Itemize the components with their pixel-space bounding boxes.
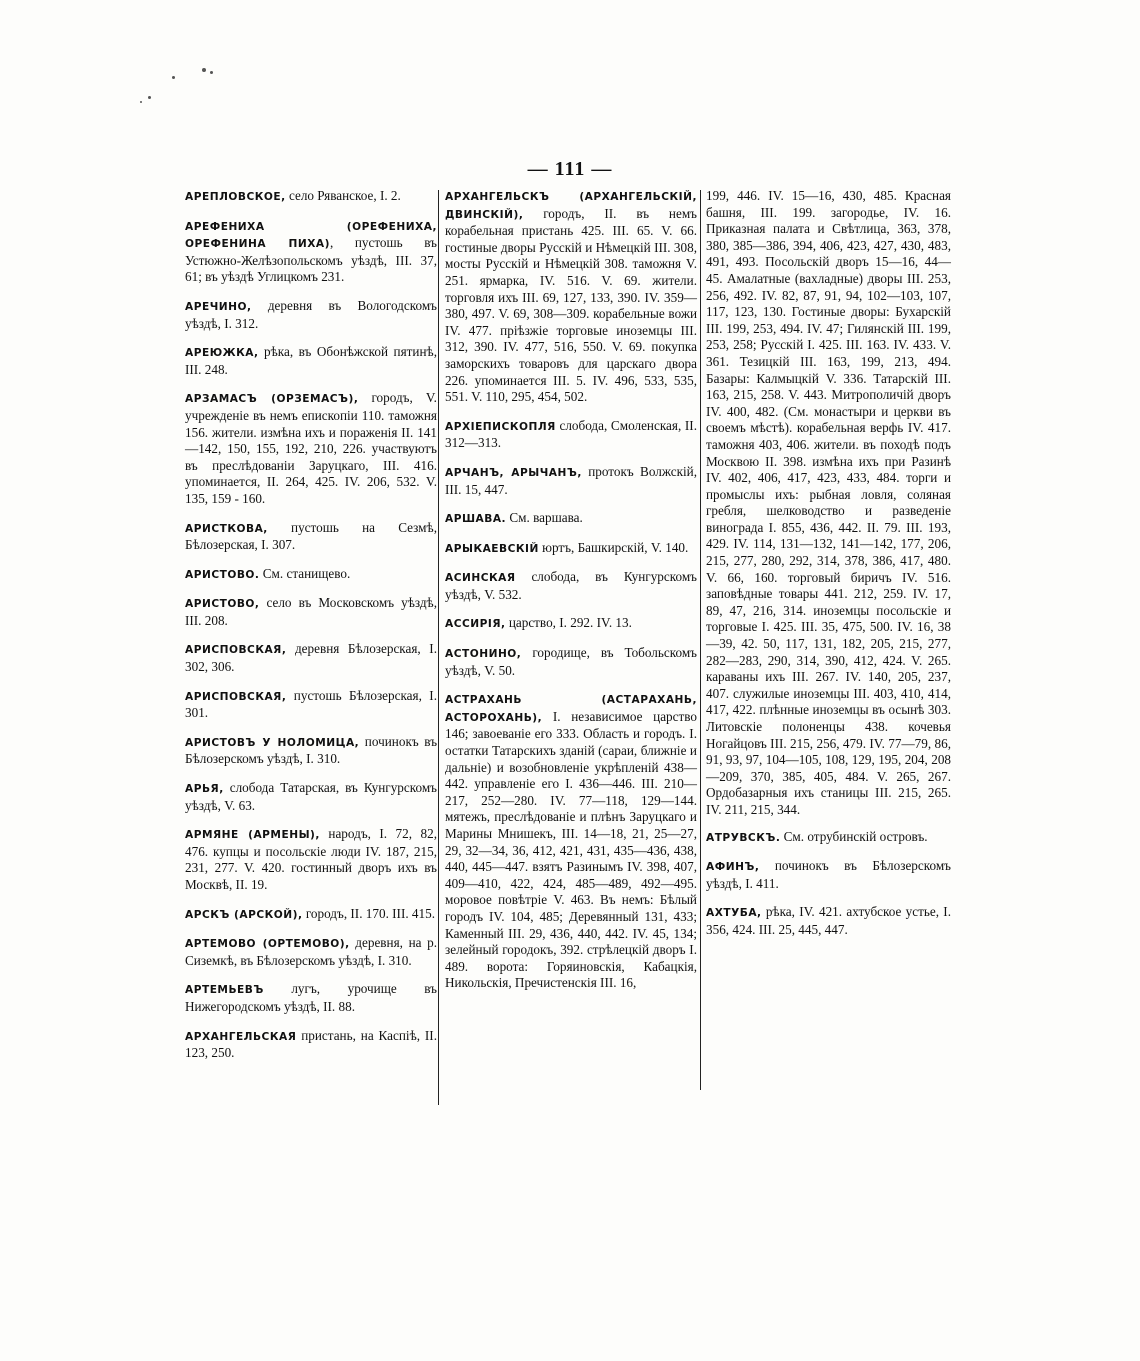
entry-text: пристань, на Каспіѣ, II. 123, 250.: [185, 1027, 437, 1061]
entry-text: лугъ, урочище въ Нижегородскомъ уѣздѣ, II. 88.: [185, 981, 437, 1014]
index-entry: [445, 418, 697, 452]
index-entry: [185, 595, 437, 629]
scan-speck: [210, 71, 213, 74]
index-entry: [185, 826, 437, 893]
entry-text: См. отрубинскій островъ.: [780, 828, 928, 844]
entry-headword: АССИРІЯ,: [445, 618, 506, 631]
scan-speck: [148, 96, 151, 99]
entry-text: , пустошь въ Устюжно-Желѣзопольскомъ уѣздѣ, III. 37, 61; въ уѣздѣ Углицкомъ 231.: [185, 235, 437, 285]
entry-headword: АРЬЯ,: [185, 783, 224, 796]
entry-text: городъ, II. 170. III. 415.: [302, 905, 436, 921]
entry-text: слобода, въ Кунгурскомъ уѣздѣ, V. 532.: [445, 569, 697, 602]
entry-headword: АСТОНИНО,: [445, 648, 522, 661]
index-entry: [706, 858, 951, 892]
entry-headword: АСИНСКАЯ: [445, 572, 516, 585]
index-entry: [706, 188, 951, 819]
index-entry: [185, 641, 437, 675]
entry-text: починокъ въ Бѣлозерскомъ уѣздѣ, I. 411.: [706, 858, 951, 891]
entry-text: См. станищево.: [259, 565, 351, 581]
index-column-1: [185, 188, 437, 1074]
index-entry: [706, 904, 951, 938]
index-entry: [185, 344, 437, 378]
index-entry: [445, 691, 697, 992]
index-entry: [445, 510, 697, 528]
index-column-3: [706, 188, 951, 951]
entry-headword: АРТЕМОВО (ОРТЕМОВО),: [185, 938, 350, 951]
index-entry: [185, 688, 437, 722]
entry-text: слобода, Смоленская, II. 312—313.: [445, 417, 697, 451]
index-entry: [445, 569, 697, 603]
entry-text: починокъ въ Бѣлозерскомъ уѣздѣ, I. 310.: [185, 733, 438, 767]
index-entry: [185, 218, 437, 286]
entry-text: деревня, на р. Сиземкѣ, въ Бѣлозерскомъ уѣздѣ, I. 310.: [185, 935, 438, 968]
column-divider: [438, 190, 439, 1105]
entry-headword: АРИСПОВСКАЯ,: [185, 644, 287, 657]
entry-headword: АСТРАХАНЬ (АСТАРАХАНЬ, АСТОРОХАНЬ),: [445, 694, 697, 724]
scan-speck: [172, 76, 175, 79]
scan-speck: [202, 68, 206, 72]
index-entry: [445, 464, 697, 498]
entry-text: городище, въ Тобольскомъ уѣздѣ, V. 50.: [445, 645, 697, 678]
entry-headword: АТРУВСКЪ.: [706, 831, 781, 844]
column-divider: [700, 190, 701, 1090]
index-entry: [445, 540, 697, 558]
entry-headword: АРИСТОВО.: [185, 568, 260, 581]
entry-text: народъ, I. 72, 82, 476. купцы и посольскіе люди IV. 187, 215, 231, 277. V. 420. гостинный дворъ ихъ въ Москвѣ, II. 19.: [185, 826, 437, 892]
entry-headword: АРЕЮЖКА,: [185, 347, 259, 360]
index-column-2: [445, 188, 697, 1004]
entry-headword: АРЕПЛОВСКОЕ,: [185, 191, 286, 203]
entry-text: деревня Бѣлозерская, I. 302, 306.: [185, 641, 437, 675]
entry-headword: АРЗАМАСЪ (ОРЗЕМАСЪ),: [185, 393, 359, 406]
entry-headword: АХТУБА,: [706, 907, 762, 920]
index-entry: [185, 734, 437, 768]
index-entry: [185, 1028, 437, 1062]
index-entry: [185, 935, 437, 969]
entry-text: деревня въ Вологодскомъ уѣздѣ, I. 312.: [185, 297, 437, 331]
entry-text: городъ, II. въ немъ корабельная пристань 425. III. 65. V. 66. гостиные дворы Русскій и Нѣмецкій III. 308, мосты Русскій и Нѣмецкій 308. таможня V. 251. ярмарка, IV. 516. V. 69. жители. торговля ихъ III. 69, 127, 133, 390. IV. 359—380, 497. V. 69, 308—309. корабельные вожи IV. 477. пріѣзжіе торговые иноземцы III. 312, 390. IV. 477, 516, 550. V. 69. покупка заморскихъ товаровъ для царскаго двора 226. упоминается III. 5. IV. 496, 533, 535, 551. V. 110, 295, 454, 502.: [445, 205, 697, 405]
entry-text: рѣка, IV. 421. ахтубское устье, I. 356, 424. III. 25, 445, 447.: [706, 904, 951, 937]
entry-headword: АРХІЕПИСКОПЛЯ: [445, 420, 556, 433]
entry-text: рѣка, въ Обонѣжской пятинѣ, III. 248.: [185, 344, 437, 377]
entry-text: протокъ Волжскій, III. 15, 447.: [445, 463, 697, 497]
index-entry: [185, 188, 437, 206]
index-entry: [445, 615, 697, 633]
entry-headword: АРЫКАЕВСКІЙ: [445, 542, 539, 555]
entry-text: юртъ, Башкирскій, V. 140.: [538, 539, 689, 555]
entry-headword: АРСКЪ (АРСКОЙ),: [185, 908, 303, 921]
index-entry: [185, 298, 437, 332]
index-entry: [185, 520, 437, 554]
entry-text: село Ряванское, I. 2.: [285, 188, 401, 203]
index-entry: [185, 390, 437, 507]
entry-headword: АРХАНГЕЛЬСКАЯ: [185, 1030, 297, 1043]
index-entry: [445, 645, 697, 679]
entry-headword: АРИСПОВСКАЯ,: [185, 690, 287, 703]
index-entry: [185, 906, 437, 924]
entry-headword: АРИСТКОВА,: [185, 522, 268, 535]
entry-text: 199, 446. IV. 15—16, 430, 485. Красная башня, III. 199. загородье, IV. 16. Приказная палата и Свѣтлица, 363, 378, 380, 385—386, 394, 406, 423, 427, 430, 483, 491, 493. Посольскій дворъ 15—16, 44—45. Амалатные (вахладные) дворы III. 253, 256, 492. IV. 82, 87, 91, 94, 102—103, 107, 117, 123, 130. Гостиные дворы: Бухарскій III. 199, 253, 494. IV. 47; Гилянскій III. 199, 253, 258; Русскій I. 425. III. 163. IV. 433. V. 361. Тезицкій III. 163, 199, 213, 494. Базары: Калмыцкій V. 336. Татарскій III. 163, 215, 258. V. 443. Митрополичій дворъ IV. 400, 482. (См. монастыри и церкви въ своемъ мѣстѣ). корабельная верфь IV. 417. таможня 403, 406. жители. въ походѣ подъ Москвою II. 398. измѣна ихъ при Разинѣ IV. 402, 406, 417, 423, 433, 484. торги и промыслы ихъ: рыбная ловля, соляная гребля, шелководство и разведеніе винограда I. 855, 436, 442. II. 79. III. 193, 429. IV. 114, 131—132, 141—142, 177, 206, 215, 277, 280, 292, 314, 378, 386, 417, 480. V. 66, 160. торговый биричъ IV. 516. заповѣдные товары 441. 212, 259. IV. 17, 89, 47, 216, 314. иноземцы посольскіе и торговые I. 425. III. 35, 475, 500. IV. 16, 38—39, 42. 50, 117, 131, 182, 205, 215, 277, 282—283, 290, 314, 390, 412, 424. V. 265. караваны ихъ III. 267. IV. 140, 205, 237, 407. служилые иноземцы III. 403, 410, 414, 417, 422. плѣнные иноземцы въ осынѣ 303. Литовскіе полоненцы 438. кочевья Ногайцовъ III. 215, 256, 479. IV. 77—79, 86, 91, 93, 97, 104—105, 108, 129, 195, 204, 208—209, 370, 385, 405, 484. V. 265, 267. Ордобазарныя ихъ станицы III. 215, 265. IV. 211, 215, 344.: [706, 188, 951, 817]
entry-headword: АРИСТОВО,: [185, 598, 260, 611]
entry-text: пустошь Бѣлозерская, I. 301.: [185, 687, 437, 721]
entry-headword: АРШАВА.: [445, 513, 507, 526]
scan-speck: [140, 101, 142, 103]
entry-headword: АРМЯНЕ (АРМЕНЫ),: [185, 829, 320, 842]
index-entry: [445, 188, 697, 406]
page-number: — 111 —: [527, 158, 613, 180]
entry-headword: АРХАНГЕЛЬСКЪ (АРХАНГЕЛЬСКІЙ, ДВИНСКІЙ),: [445, 191, 697, 221]
index-entry: [185, 981, 437, 1015]
entry-headword: АРЕЧИНО,: [185, 300, 252, 313]
entry-headword: АРЕФЕНИХА (ОРЕФЕНИХА, ОРЕФЕНИНА ПИХА): [185, 220, 437, 251]
entry-text: I. независимое царство 146; завоеваніе его 333. Область и городъ. I. остатки Татарскихъ зданій (сараи, ближніе и дальніе) и возобновленіе укрѣпленій 438—442. управленіе его I. 436—446. III. 210—217, 252—280. IV. 77—118, 129—144. мятежъ, преслѣдованіе и плѣнъ Заруцкаго и Марины Мнишекъ, III. 14—18, 21, 25—27, 29, 32—34, 36, 412, 421, 431, 435—436, 438, 440, 445—447. взятъ Разинымъ IV. 398, 407, 409—410, 422, 424, 485—489, 492—495. моровое повѣтріе V. 463. Въ немъ: Бѣлый городъ IV. 104, 485; Деревянный 131, 433; Каменный III. 29, 436, 440, 442. IV. 45, 134; зелейный городокъ, 392. стрѣлецкій дворъ I. 489. ворота: Горяиновскія, Кабацкія, Никольскія, Пречистенскія III. 16,: [445, 708, 697, 991]
entry-headword: АРТЕМЬЕВЪ: [185, 984, 264, 997]
index-entry: [706, 829, 951, 847]
entry-text: слобода Татарская, въ Кунгурскомъ уѣздѣ, V. 63.: [185, 780, 437, 813]
entry-text: См. варшава.: [506, 510, 583, 526]
entry-headword: АРЧАНЪ, АРЫЧАНЪ,: [445, 466, 582, 479]
entry-text: село въ Московскомъ уѣздѣ, III. 208.: [185, 595, 437, 628]
index-entry: [185, 780, 437, 814]
entry-text: городъ, V. учрежденіе въ немъ епископіи 110. таможня 156. жители. измѣна ихъ и пораженія II. 141—142, 150, 155, 192, 210, 226. участвуютъ въ преслѣдованіи Заруцкаго, III. 416. упоминается, II. 264, 425. IV. 206, 532. V. 135, 159 - 160.: [185, 390, 437, 506]
entry-headword: АФИНЪ,: [706, 861, 760, 874]
entry-text: пустошь на Сезмѣ, Бѣлозерская, I. 307.: [185, 519, 437, 553]
index-entry: [185, 566, 437, 584]
entry-headword: АРИСТОВЪ У НОЛОМИЦА,: [185, 736, 360, 749]
entry-text: царство, I. 292. IV. 13.: [505, 615, 632, 631]
